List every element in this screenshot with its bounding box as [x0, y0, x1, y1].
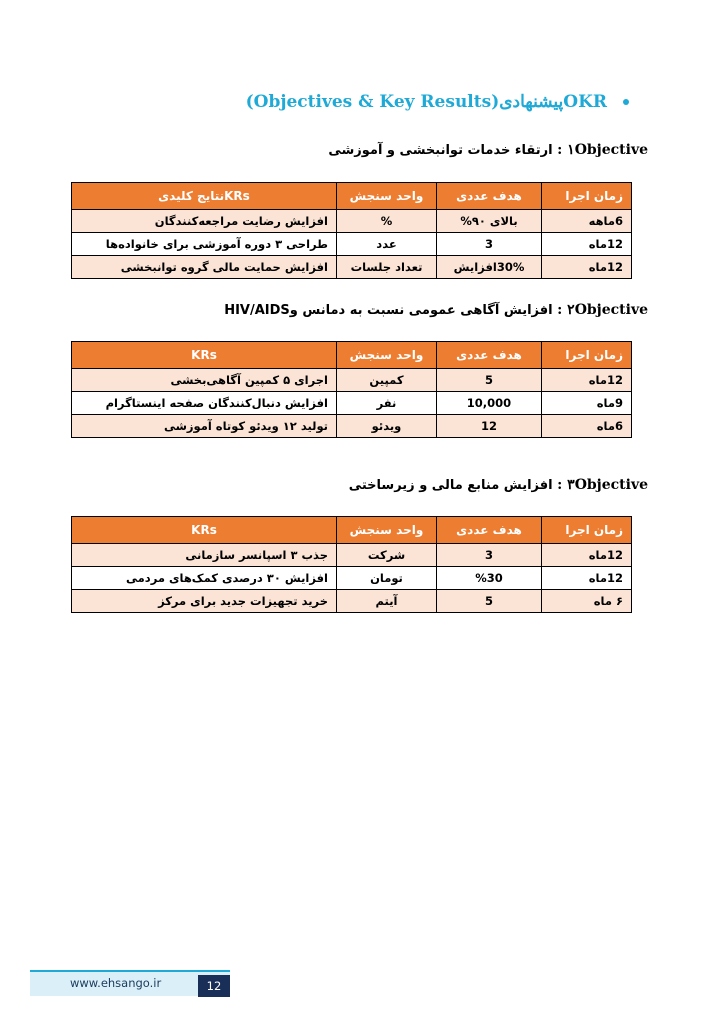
header-target: هدف عددی [437, 517, 542, 544]
cell-kr: طراحی ۳ دوره آموزشی برای خانواده‌ها [72, 233, 337, 256]
objective-3-prefix: ۳Objective : [557, 477, 648, 493]
header-krs: KRs [72, 517, 337, 544]
cell-target: 30%افزایش [437, 256, 542, 279]
objective-1-prefix: ۱Objective : [557, 142, 648, 158]
header-krs: KRsنتایج کلیدی [72, 183, 337, 210]
objective-2-table [71, 341, 632, 438]
cell-time: 6ماهه [542, 210, 632, 233]
objective-1-text: ارتقاء خدمات توانبخشی و آموزشی [328, 143, 553, 158]
cell-unit: نفر [337, 392, 437, 415]
cell-kr: افزایش دنبال‌کنندگان صفحه اینستاگرام [72, 392, 337, 415]
cell-target: 5 [437, 590, 542, 613]
section-heading-text: OKRپیشنهادی(Objectives & Key Results) [245, 92, 607, 112]
objective-3-title [349, 477, 648, 493]
cell-time: 12ماه [542, 256, 632, 279]
header-krs: KRs [72, 342, 337, 369]
header-time: زمان اجرا [542, 342, 632, 369]
section-heading [246, 92, 629, 112]
table-header-row [72, 183, 632, 210]
cell-unit: کمپین [337, 369, 437, 392]
header-unit: واحد سنجش [337, 183, 437, 210]
header-target: هدف عددی [437, 342, 542, 369]
cell-target: 3 [437, 544, 542, 567]
page-number: 12 [198, 975, 230, 997]
cell-kr: جذب ۳ اسپانسر سازمانی [72, 544, 337, 567]
table-row [72, 544, 632, 567]
cell-kr: افزایش حمایت مالی گروه توانبخشی [72, 256, 337, 279]
table-row [72, 590, 632, 613]
cell-unit: ویدئو [337, 415, 437, 438]
table-header-row [72, 342, 632, 369]
cell-unit: عدد [337, 233, 437, 256]
cell-time: 6ماه [542, 415, 632, 438]
cell-target: 10,000 [437, 392, 542, 415]
table-header-row [72, 517, 632, 544]
cell-time: 12ماه [542, 233, 632, 256]
objective-2-title [224, 302, 648, 318]
table-row [72, 567, 632, 590]
objective-2-prefix: ۲Objective : [557, 302, 648, 318]
table-row [72, 392, 632, 415]
table-row [72, 210, 632, 233]
cell-unit: آیتم [337, 590, 437, 613]
cell-unit: تعداد جلسات [337, 256, 437, 279]
cell-time: 9ماه [542, 392, 632, 415]
cell-target: %30 [437, 567, 542, 590]
table-row [72, 233, 632, 256]
header-unit: واحد سنجش [337, 342, 437, 369]
cell-target: 12 [437, 415, 542, 438]
table-row [72, 256, 632, 279]
cell-kr: تولید ۱۲ ویدئو کوتاه آموزشی [72, 415, 337, 438]
cell-time: 12ماه [542, 369, 632, 392]
header-time: زمان اجرا [542, 183, 632, 210]
table-row [72, 369, 632, 392]
header-target: هدف عددی [437, 183, 542, 210]
cell-time: 12ماه [542, 567, 632, 590]
header-time: زمان اجرا [542, 517, 632, 544]
objective-2-text: افزایش آگاهی عمومی نسبت به دمانس وHIV/AIDS [224, 303, 553, 318]
objective-1-table [71, 182, 632, 279]
cell-target: بالای ۹۰% [437, 210, 542, 233]
objective-3-table [71, 516, 632, 613]
cell-unit: % [337, 210, 437, 233]
cell-kr: افزایش ۳۰ درصدی کمک‌های مردمی [72, 567, 337, 590]
cell-time: 12ماه [542, 544, 632, 567]
table-row [72, 415, 632, 438]
objective-3-text: افزایش منابع مالی و زیرساختی [348, 478, 553, 493]
cell-kr: خرید تجهیزات جدید برای مرکز [72, 590, 337, 613]
cell-target: 3 [437, 233, 542, 256]
cell-unit: شرکت [337, 544, 437, 567]
cell-kr: اجرای ۵ کمپین آگاهی‌بخشی [72, 369, 337, 392]
footer-url[interactable]: www.ehsango.ir [70, 976, 162, 990]
cell-unit: تومان [337, 567, 437, 590]
header-unit: واحد سنجش [337, 517, 437, 544]
cell-time: ۶ ماه [542, 590, 632, 613]
bullet-icon [623, 99, 629, 105]
objective-1-title [328, 142, 648, 158]
cell-target: 5 [437, 369, 542, 392]
cell-kr: افزایش رضایت مراجعه‌کنندگان [72, 210, 337, 233]
